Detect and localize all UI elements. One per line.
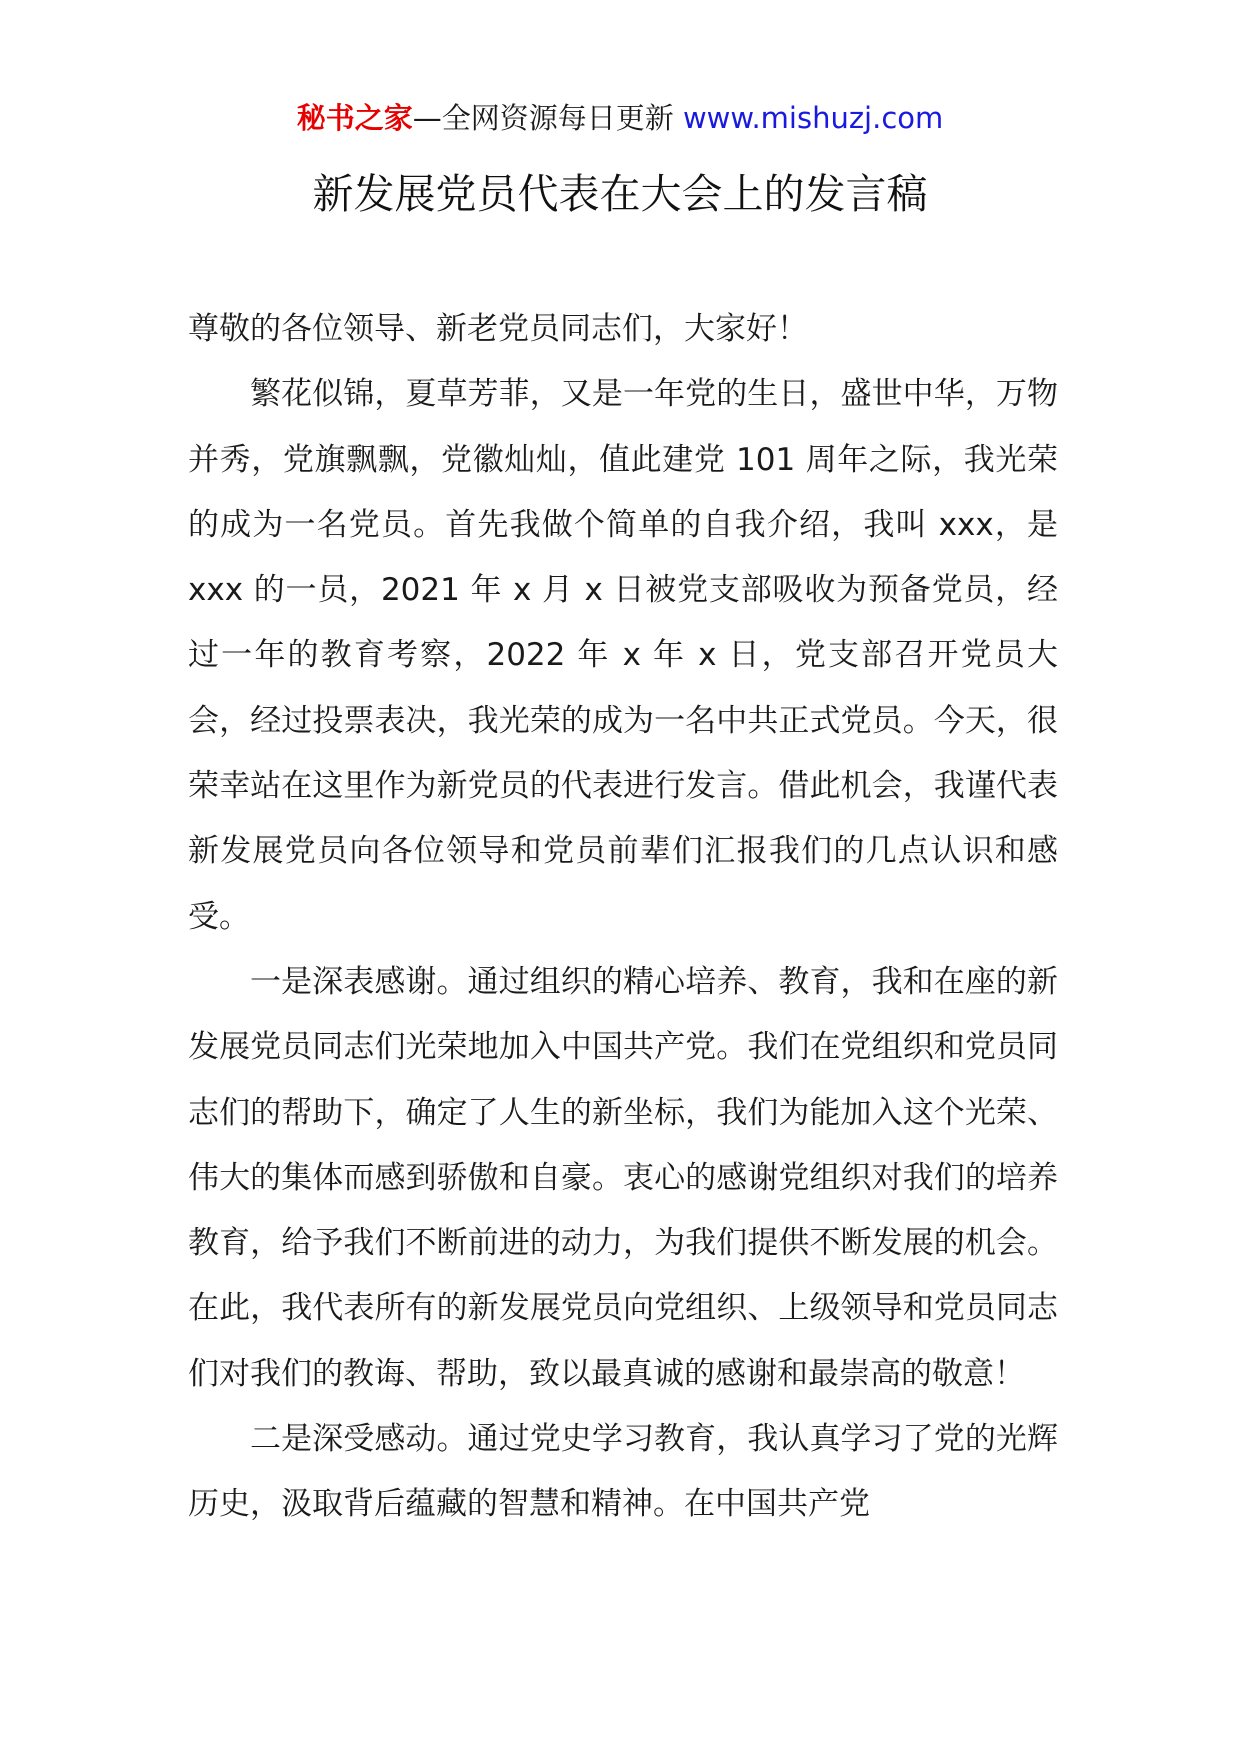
paragraph-thanks: 一是深表感谢。通过组织的精心培养、教育，我和在座的新发展党员同志们光荣地加入中国共产党。我们在党组织和党员同志们的帮助下，确定了人生的新坐标，我们为能加入这个光荣、伟大的集体而感到骄傲和自豪。衷心的感谢党组织对我们的培养教育，给予我们不断前进的动力，为我们提供不断发展的机会。在此，我代表所有的新发展党员向党组织、上级领导和党员同志们对我们的教诲、帮助，致以最真诚的感谢和最崇高的敬意！ — [188, 963, 1058, 1392]
paragraph-moved: 二是深受感动。通过党史学习教育，我认真学习了党的光辉历史，汲取背后蕴藏的智慧和精神。在中国共产党 — [188, 1421, 1058, 1523]
site-url-link[interactable]: www.mishuzj.com — [682, 101, 944, 135]
document-title: 新发展党员代表在大会上的发言稿 — [312, 170, 928, 218]
paragraph-intro: 繁花似锦，夏草芳菲，又是一年党的生日，盛世中华，万物并秀，党旗飘飘，党徽灿灿，值此建党 101 周年之际，我光荣的成为一名党员。首先我做个简单的自我介绍，我叫 xxx，是 xxx 的一员，2021 年 x 月 x 日被党支部吸收为预备党员，经过一年的教育考察，2022 年 x 年 x 日，党支部召开党员大会，经过投票表决，我光荣的成为一名中共正式党员。今天，很荣幸站在这里作为新党员的代表进行发言。借此机会，我谨代表新发展党员向各位领导和党员前辈们汇报我们的几点认识和感受。 — [188, 376, 1058, 935]
site-brand: 秘书之家 — [296, 101, 413, 135]
document-body — [188, 297, 1058, 1538]
salutation: 尊敬的各位领导、新老党员同志们，大家好！ — [188, 311, 808, 347]
site-slogan: —全网资源每日更新 — [412, 101, 683, 135]
site-header — [0, 98, 1240, 138]
